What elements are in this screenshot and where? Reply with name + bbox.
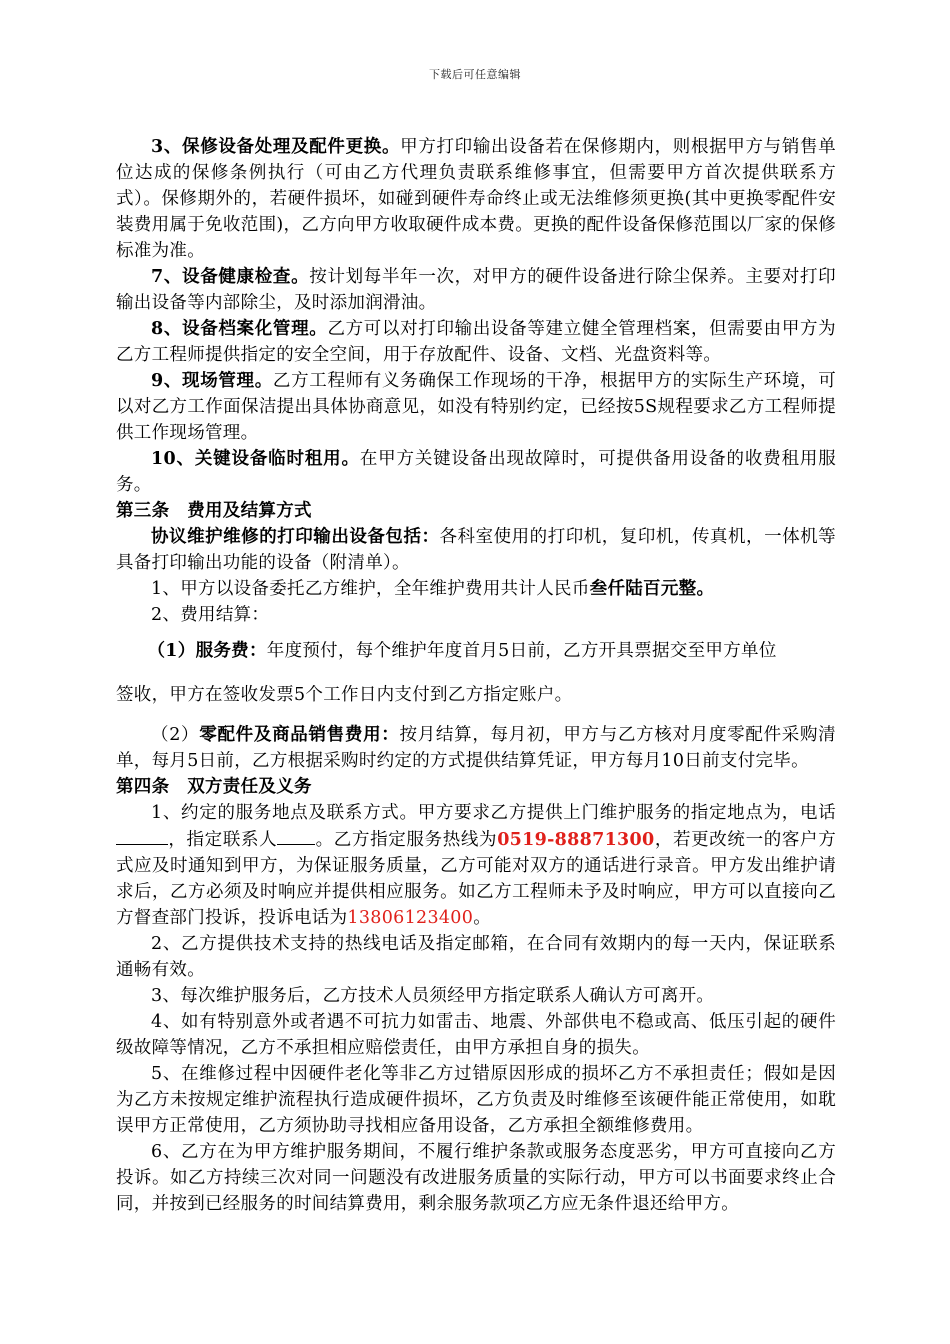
contact-blank — [277, 826, 315, 845]
clause-title: 8、设备档案化管理。 — [151, 319, 328, 339]
duty-item-1 — [116, 800, 836, 931]
clause-text: 乙方可以对打印输出设备等建立健全管理档案，但需要由甲方为乙方工程师提供指定的安全空间，用于存放配件、设备、文档、光盘资料等。 — [116, 319, 836, 365]
fee-text: 1、甲方以设备委托乙方维护，全年维护费用共计人民币 — [151, 579, 590, 599]
fee-paragraph — [116, 576, 836, 602]
article-3-heading: 第三条 费用及结算方式 — [116, 501, 312, 521]
duty-text: 1、约定的服务地点及联系方式。甲方要求乙方提供上门维护服务的指定地点为，电话 — [151, 802, 836, 823]
scope-text: 各科室使用的打印机，复印机，传真机，一体机等具备打印输出功能的设备（附清单）。 — [116, 527, 836, 573]
duty-item-3: 3、每次维护服务后，乙方技术人员须经甲方指定联系人确认方可离开。 — [151, 985, 715, 1006]
clause-item-8 — [116, 316, 836, 368]
duty-item-6: 6、乙方在为甲方维护服务期间，不履行维护条款或服务态度恶劣，甲方可直接向乙方投诉。如乙方持续三次对同一问题没有改进服务质量的实际行动，甲方可以书面要求终止合同，并按到已经服务的时间结算费用，剩余服务款项乙方应无条件退还给甲方。 — [116, 1141, 836, 1214]
clause-item-3 — [116, 134, 836, 264]
page-header: 下载后可任意编辑 — [429, 68, 521, 81]
clause-item-10 — [116, 446, 836, 498]
service-fee-text: 年度预付，每个维护年度首月5日前，乙方开具票据交至甲方单位 — [266, 641, 777, 661]
clause-text: 甲方打印输出设备若在保修期内，则根据甲方与销售单位达成的保修条例执行（可由乙方代理负责联系维修事宜，但需要甲方首次提供联系方式）。保修期外的，若硬件损坏，如碰到硬件寿命终止或无法维修须更换(其中更换零配件安装费用属于免收范围)，乙方向甲方收取硬件成本费。更换的配件设备保修范围以厂家的保修标准为准。 — [116, 137, 836, 261]
duty-text: 。 — [473, 907, 491, 928]
service-hotline: 0519-88871300 — [497, 829, 655, 850]
parts-fee-prefix: （2） — [151, 724, 200, 745]
clause-text: 乙方工程师有义务确保工作现场的干净，根据甲方的实际生产环境，可以对乙方工作面保洁提出具体协商意见，如没有特别约定，已经按5S规程要求乙方工程师提供工作现场管理。 — [116, 371, 836, 443]
scope-paragraph — [116, 524, 836, 576]
clause-title: 7、设备健康检查。 — [151, 267, 310, 287]
clause-text: 在甲方关键设备出现故障时，可提供备用设备的收费租用服务。 — [116, 449, 836, 495]
article-4-heading: 第四条 双方责任及义务 — [116, 776, 312, 797]
service-fee-paragraph — [116, 638, 836, 664]
service-fee-title: （1）服务费： — [147, 641, 267, 661]
clause-title: 3、保修设备处理及配件更换。 — [151, 137, 401, 157]
duty-text: ，指定联系人 — [168, 829, 278, 850]
phone-blank — [116, 826, 168, 845]
fee-amount: 叁仟陆百元整。 — [589, 579, 715, 599]
duty-item-5: 5、在维修过程中因硬件老化等非乙方过错原因形成的损坏乙方不承担责任；假如是因为乙方未按规定维护流程执行造成硬件损坏，乙方负责及时维修至该硬件能正常使用，如耽误甲方正常使用，乙方须协助寻找相应备用设备，乙方承担全额维修费用。 — [116, 1063, 836, 1136]
service-fee-continued: 签收，甲方在签收发票5个工作日内支付到乙方指定账户。 — [116, 684, 573, 705]
scope-title: 协议维护维修的打印输出设备包括： — [151, 527, 440, 547]
complaint-phone: 13806123400 — [347, 907, 474, 928]
duty-item-4: 4、如有特别意外或者遇不可抗力如雷击、地震、外部供电不稳或高、低压引起的硬件级故障等情况，乙方不承担相应赔偿责任，由甲方承担自身的损失。 — [116, 1011, 836, 1058]
duty-text: 。乙方指定服务热线为 — [315, 829, 498, 850]
clause-item-7 — [116, 264, 836, 316]
clause-title: 9、现场管理。 — [151, 371, 273, 391]
clause-text: 按计划每半年一次，对甲方的硬件设备进行除尘保养。主要对打印输出设备等内部除尘，及时添加润滑油。 — [116, 267, 836, 313]
duty-item-2: 2、乙方提供技术支持的热线电话及指定邮箱，在合同有效期内的每一天内，保证联系通畅有效。 — [116, 933, 836, 980]
document-body — [116, 134, 836, 1217]
settlement-label: 2、费用结算： — [151, 605, 270, 625]
duty-text: ，若更改统一的客户方式应及时通知到甲方，为保证服务质量，乙方可能对双方的通话进行录音。甲方发出维护请求后，乙方必须及时响应并提供相应服务。如乙方工程师未予及时响应，甲方可以直接向乙方督查部门投诉，投诉电话为 — [116, 829, 837, 928]
parts-fee-paragraph — [116, 722, 836, 774]
parts-fee-text: 按月结算，每月初，甲方与乙方核对月度零配件采购清单，每月5日前，乙方根据采购时约定的方式提供结算凭证，甲方每月10日前支付完毕。 — [116, 724, 836, 771]
parts-fee-title: 零配件及商品销售费用： — [199, 724, 400, 745]
clause-item-9 — [116, 368, 836, 446]
clause-title: 10、关键设备临时租用。 — [151, 449, 360, 469]
